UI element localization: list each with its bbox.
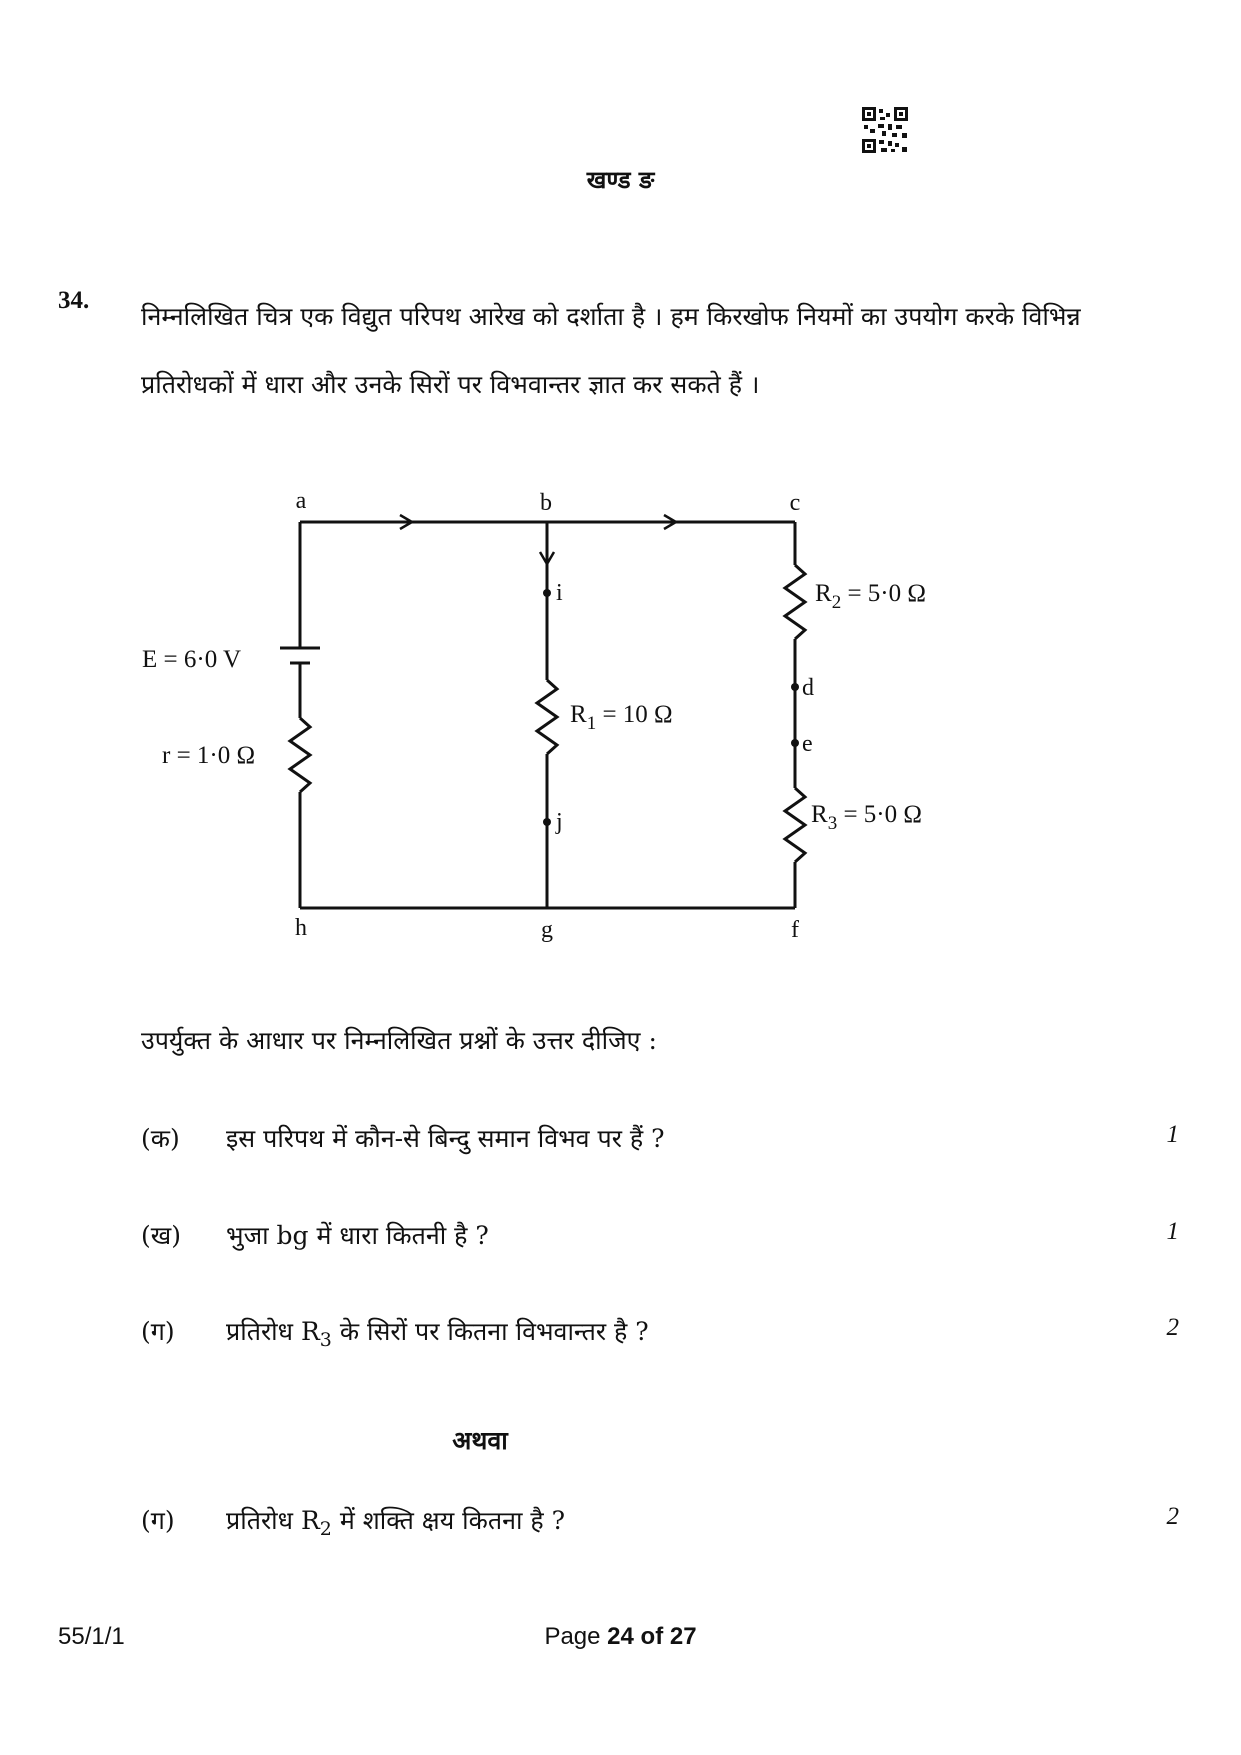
question-text: निम्नलिखित चित्र एक विद्युत परिपथ आरेख को दर्शाता है । हम किरखोफ नियमों का उपयोग करके विभिन्न प्रतिरोधकों में धारा और उनके सिरों पर विभवान्तर ज्ञात कर सकते हैं । [141, 302, 1081, 399]
sub-question-kha [141, 1218, 489, 1252]
r2-label: $R_2 = 5\cdot 0$ Ω [815, 580, 926, 613]
marks-ka: 1 [1166, 1121, 1179, 1148]
resistor-r-zigzag [290, 718, 310, 792]
sub-question-text: प्रतिरोध $R_3$ के सिरों पर कितना विभवान्तर है ? [226, 1317, 649, 1351]
point-i-dot [543, 589, 551, 597]
sub-question-text: इस परिपथ में कौन-से बिन्दु समान विभव पर हैं ? [226, 1124, 665, 1153]
resistor-r1-zigzag [537, 680, 557, 754]
marks-ga-alt: 2 [1166, 1503, 1179, 1530]
resistor-r2-zigzag [785, 565, 805, 639]
node-label-f: f [791, 917, 799, 943]
sub-question-label: (क) [141, 1124, 180, 1153]
emf-label: E = 6·0 V [142, 646, 242, 673]
node-label-j: j [556, 809, 563, 835]
internal-resistance-label: r = 1·0 Ω [162, 742, 256, 769]
sub-question-text: प्रतिरोध $R_2$ में शक्ति क्षय कितना है ? [226, 1506, 566, 1540]
point-j-dot [543, 818, 551, 826]
node-label-h: h [295, 915, 307, 941]
section-title: खण्ड ङ [586, 165, 655, 194]
sub-question-ka [141, 1121, 665, 1155]
r1-label: $R_1 = 10$ Ω [570, 701, 673, 734]
paper-code: 55/1/1 [58, 1623, 125, 1650]
point-d-dot [791, 683, 799, 691]
point-e-dot [791, 739, 799, 747]
node-label-g: g [541, 917, 553, 943]
sub-question-text: भुजा bg में धारा कितनी है ? [226, 1221, 489, 1250]
page-number: Page 24 of 27 [544, 1623, 697, 1650]
question-number: 34. [58, 287, 90, 314]
sub-question-label: (ग) [141, 1506, 175, 1535]
resistor-r3-zigzag [785, 788, 805, 862]
or-separator: अथवा [452, 1426, 508, 1455]
marks-kha: 1 [1166, 1218, 1179, 1245]
node-label-c: c [789, 490, 801, 516]
sub-question-ga [141, 1314, 649, 1351]
instructions-intro: उपर्युक्त के आधार पर निम्नलिखित प्रश्नों के उत्तर दीजिए : [141, 1026, 657, 1055]
sub-question-label: (ग) [141, 1317, 175, 1346]
node-label-d: d [802, 675, 814, 701]
node-label-i: i [556, 580, 563, 606]
r3-label: $R_3 = 5\cdot 0$ Ω [811, 801, 922, 834]
sub-question-label: (ख) [141, 1221, 181, 1250]
node-label-b: b [540, 490, 552, 516]
circuit-diagram [120, 480, 1000, 960]
node-label-e: e [802, 731, 813, 757]
node-label-a: a [295, 488, 307, 514]
qr-code-icon [862, 107, 908, 153]
sub-question-ga-alt [141, 1503, 565, 1540]
marks-ga: 2 [1166, 1314, 1179, 1341]
